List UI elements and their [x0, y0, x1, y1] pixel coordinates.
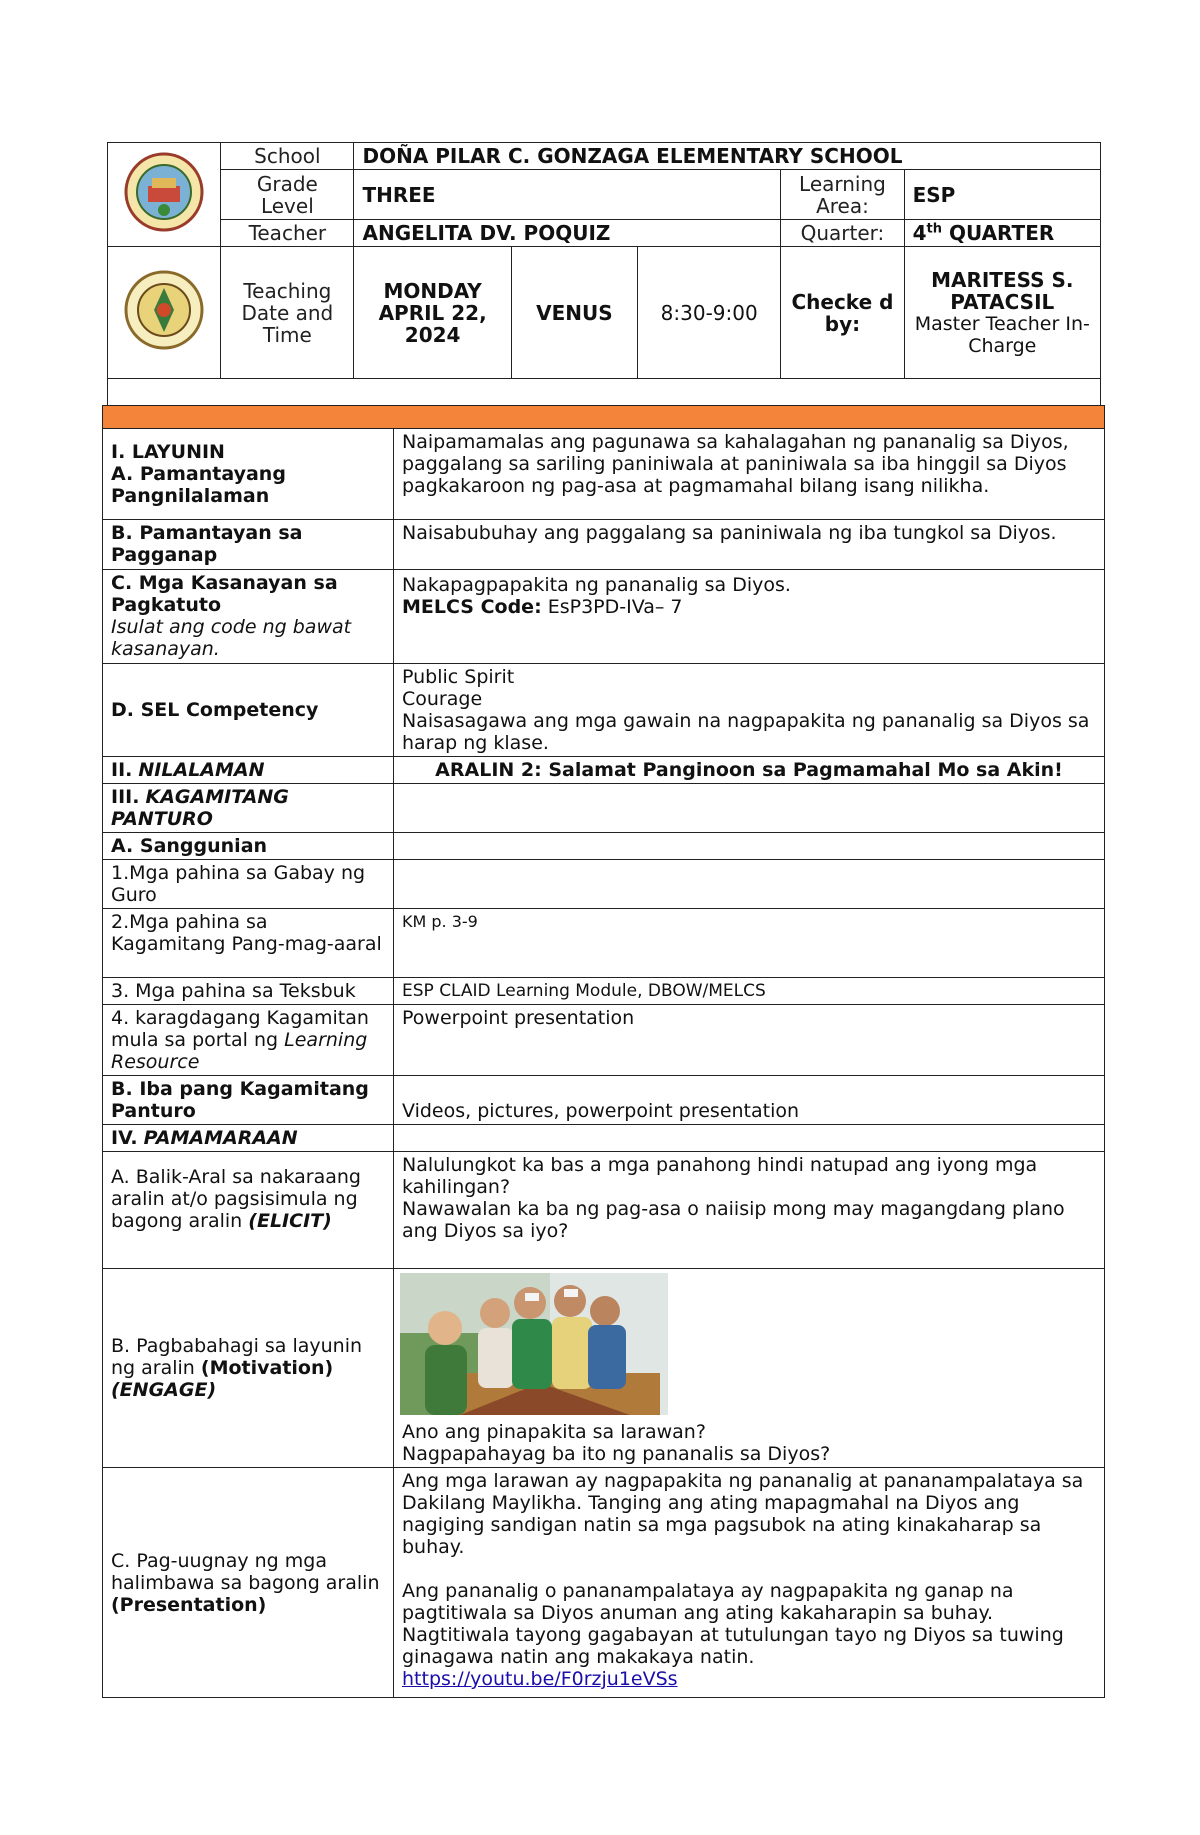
table-row	[103, 784, 1105, 833]
school-seal-icon	[124, 152, 204, 232]
pamamaraan-title: IV. PAMAMARAAN	[103, 1125, 394, 1152]
layunin-title: I. LAYUNIN A. Pamantayang Pangnilalaman	[103, 429, 394, 520]
table-row	[103, 429, 1105, 520]
table-row	[103, 1152, 1105, 1269]
kasanayan-content: Nakapagpapakita ng pananalig sa Diyos. MELCS Code: EsP3PD-IVa– 7	[394, 570, 1105, 664]
learning-area-value: ESP	[904, 170, 1100, 220]
sanggunian-content	[394, 833, 1105, 860]
layunin-content: Naipamamalas ang pagunawa sa kahalagahan ng pananalig sa Diyos, paggalang sa sariling paniniwala at paniniwala sa iba hinggil sa Diyos pagkakaroon ng pag-asa at pagmamahal bilang isang nilikha.	[394, 429, 1105, 520]
quarter-label: Quarter:	[781, 220, 904, 247]
balik-aral-title: A. Balik-Aral sa nakaraang aralin at/o pagsisimula ng bagong aralin (ELICIT)	[103, 1152, 394, 1269]
school-label: School	[221, 143, 354, 170]
table-row	[103, 1125, 1105, 1152]
paguugnay-title: C. Pag-uugnay ng mga halimbawa sa bagong aralin (Presentation)	[103, 1468, 394, 1698]
grade-level-label: Grade Level	[221, 170, 354, 220]
pagbabahagi-content: Ano ang pinapakita sa larawan? Nagpapahayag ba ito ng pananalis sa Diyos?	[394, 1269, 1105, 1468]
table-row	[103, 570, 1105, 664]
table-row	[103, 1076, 1105, 1125]
quarter-value: 4th QUARTER	[904, 220, 1100, 247]
checked-by-label: Checke d by:	[781, 247, 904, 379]
lesson-plan-table	[102, 405, 1105, 1698]
sanggunian-title: A. Sanggunian	[103, 833, 394, 860]
teaching-date: MONDAY APRIL 22, 2024	[354, 247, 511, 379]
checked-by-cell	[904, 247, 1100, 379]
table-row	[103, 757, 1105, 784]
pamamaraan-content	[394, 1125, 1105, 1152]
teaching-time: 8:30-9:00	[638, 247, 781, 379]
table-row	[103, 909, 1105, 978]
teacher-name: ANGELITA DV. POQUIZ	[354, 220, 781, 247]
gabay-content	[394, 860, 1105, 909]
table-row	[103, 978, 1105, 1005]
gabay-title: 1.Mga pahina sa Gabay ng Guro	[103, 860, 394, 909]
teksbuk-content: ESP CLAID Learning Module, DBOW/MELCS	[394, 978, 1105, 1005]
kasanayan-title: C. Mga Kasanayan sa Pagkatuto Isulat ang code ng bawat kasanayan.	[103, 570, 394, 664]
table-row	[103, 1005, 1105, 1076]
table-row	[103, 860, 1105, 909]
video-link[interactable]: https://youtu.be/F0rzju1eVSs	[402, 1668, 678, 1690]
header-empty-row	[108, 379, 1101, 407]
kagamitang-content: KM p. 3-9	[394, 909, 1105, 978]
sel-title: D. SEL Competency	[103, 664, 394, 757]
kagamitang-title: 2.Mga pahina sa Kagamitang Pang-mag-aaral	[103, 909, 394, 978]
kagamitan-title: III. KAGAMITANG PANTURO	[103, 784, 394, 833]
nilalaman-content: ARALIN 2: Salamat Panginoon sa Pagmamahal Mo sa Akin!	[394, 757, 1105, 784]
teacher-label: Teacher	[221, 220, 354, 247]
table-row	[103, 833, 1105, 860]
table-row	[103, 1468, 1105, 1698]
division-logo-cell	[108, 247, 221, 379]
learning-area-label: Learning Area:	[781, 170, 904, 220]
karagdagan-title: 4. karagdagang Kagamitan mula sa portal ng Learning Resource	[103, 1005, 394, 1076]
pagganap-content: Naisabubuhay ang paggalang sa paniniwala ng iba tungkol sa Diyos.	[394, 520, 1105, 570]
school-logo-cell	[108, 143, 221, 247]
table-row	[103, 664, 1105, 757]
table-row	[103, 1269, 1105, 1468]
iba-title: B. Iba pang Kagamitang Panturo	[103, 1076, 394, 1125]
iba-content: Videos, pictures, powerpoint presentation	[394, 1076, 1105, 1125]
checker-name: MARITESS S. PATACSIL	[931, 267, 1074, 314]
pagbabahagi-title: B. Pagbabahagi sa layunin ng aralin (Motivation) (ENGAGE)	[103, 1269, 394, 1468]
checker-role: Master Teacher In-Charge	[914, 312, 1090, 357]
karagdagan-content: Powerpoint presentation	[394, 1005, 1105, 1076]
grade-level-value: THREE	[354, 170, 781, 220]
nilalaman-title: II. NILALAMAN	[103, 757, 394, 784]
sel-content: Public Spirit Courage Naisasagawa ang mga gawain na nagpapakita ng pananalig sa Diyos sa harap ng klase.	[394, 664, 1105, 757]
teksbuk-title: 3. Mga pahina sa Teksbuk	[103, 978, 394, 1005]
paguugnay-content: Ang mga larawan ay nagpapakita ng pananalig at pananampalataya sa Dakilang Maylikha. Tanging ang ating mapagmahal na Diyos ang nagiging sandigan natin sa mga pagsubok na ating kinakaharap sa buhay. Ang pananalig o pananampalataya ay nagpapakita ng ganap na pagtitiwala sa Diyos anuman ang ating kakaharapin sa buhay. Nagtitiwala tayong gagabayan at tutulungan tayo ng Diyos sa tuwing ginagawa natin ang makakaya natin. https://youtu.be/F0rzju1eVSs	[394, 1468, 1105, 1698]
division-seal-icon	[124, 270, 204, 350]
praying-family-image	[400, 1273, 668, 1415]
pagganap-title: B. Pamantayan sa Pagganap	[103, 520, 394, 570]
kagamitan-content	[394, 784, 1105, 833]
balik-aral-content: Nalulungkot ka bas a mga panahong hindi natupad ang iyong mga kahilingan? Nawawalan ka ba ng pag-asa o naiisip mong may magangdang plano ang Diyos sa iyo?	[394, 1152, 1105, 1269]
header-table	[107, 142, 1101, 407]
table-row	[103, 520, 1105, 570]
section-name: VENUS	[511, 247, 637, 379]
school-name: DOÑA PILAR C. GONZAGA ELEMENTARY SCHOOL	[354, 143, 1101, 170]
teaching-date-label: Teaching Date and Time	[221, 247, 354, 379]
orange-divider	[103, 406, 1105, 429]
